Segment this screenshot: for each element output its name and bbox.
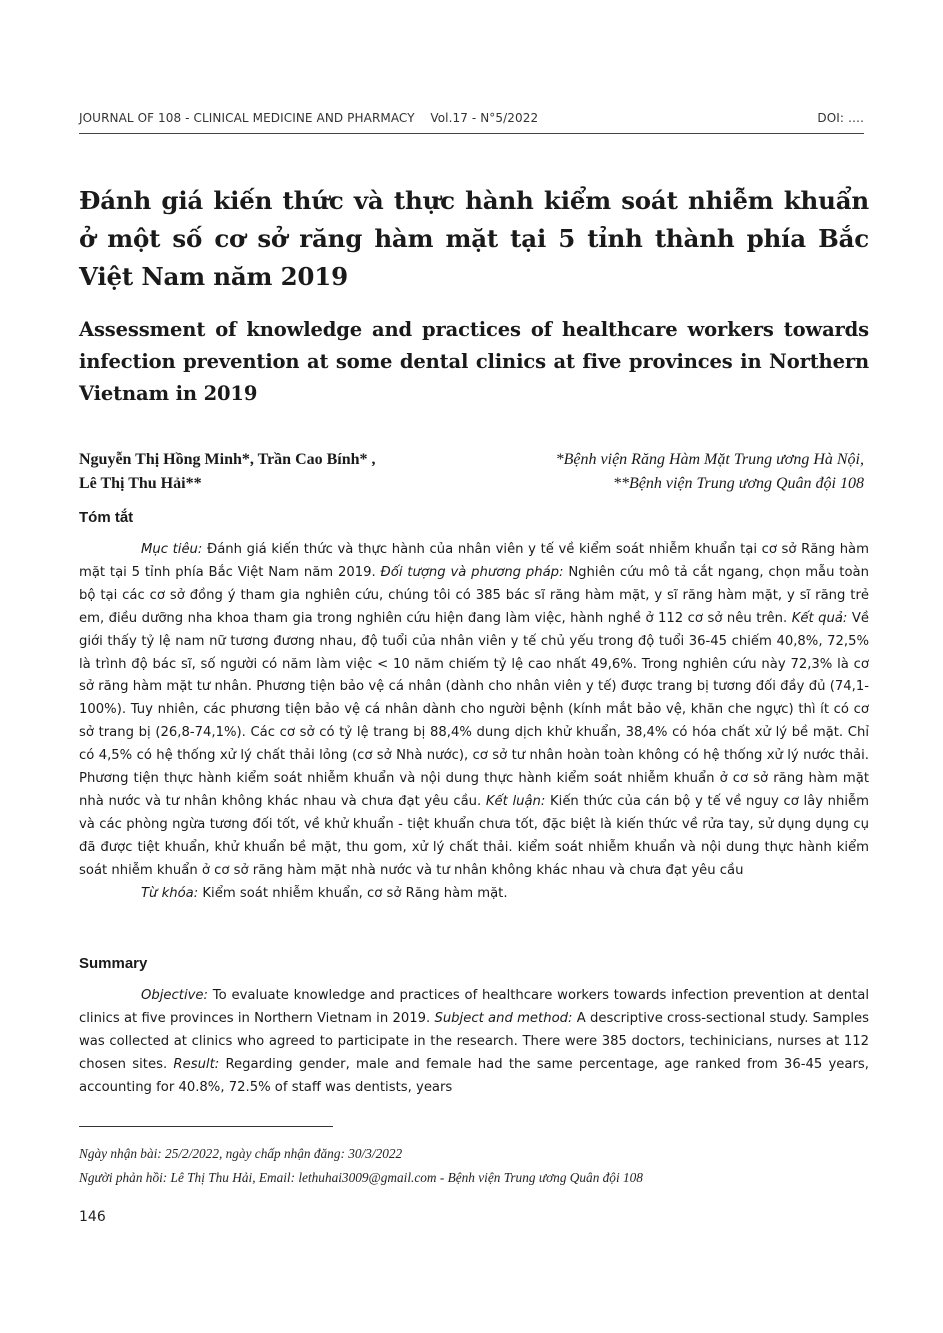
affiliation-line: *Bệnh viện Răng Hàm Mặt Trung ương Hà Nội, [555,451,864,468]
result-label: Kết quả: [791,610,848,626]
method-text: Nghiên cứu mô tả cắt ngang, chọn mẫu toàn bộ tại các cơ sở đồng ý tham gia nghiên cứu, chúng tôi có 385 bác sĩ răng hàm mặt, y sĩ răng hàm mặt, y sĩ răng trẻ em, điều dưỡng nha khoa tham gia trong nghiên cứu hiện đang làm việc, hành nghề ở 112 cơ sở nêu trên. [79,564,869,626]
result-label: Result: [173,1056,220,1072]
running-header [79,108,864,128]
page-number: 146 [79,1209,106,1225]
objective-label: Mục tiêu: [141,542,203,557]
method-text: A descriptive cross-sectional study. Samples was collected at clinics who agreed to participate in the research. There were 385 doctors, techinicians, nurses at 112 chosen sites. [79,1010,869,1072]
abstract-english [79,985,869,1100]
footnotes [79,1142,879,1190]
result-text: Regarding gender, male and female had the same percentage, age ranked from 36-45 years, accounting for 40.8%, 72.5% of staff was dentists, years [79,1056,869,1095]
conclusion-label: Kết luận: [485,793,546,809]
doi: DOI: …. [817,111,864,125]
header-divider [79,133,864,134]
method-label: Subject and method: [434,1010,573,1026]
keywords [79,883,869,906]
authors [79,448,459,496]
result-text: Về giới thấy tỷ lệ nam nữ tương đương nhau, độ tuổi của nhân viên y tế chủ yếu trong độ tuổi 36-45 chiếm 40,8%, 72,5% là trình độ bác sĩ, số người có năm làm việc < 10 năm chiếm tỷ lệ cao nhất 49,6%. Trong nghiên cứu này 72,3% là cơ sở răng hàm mặt tư nhân. Phương tiện bảo vệ cá nhân (dành cho nhân viên y tế) được trang bị tương đối đầy đủ (74,1-100%). Tuy nhiên, các phương tiện bảo vệ cá nhân dành cho người bệnh (kính mắt bảo vệ, khăn che ngực) thì ít có cơ sở trang bị (26,8-74,1%). Các cơ sở có tỷ lệ trang bị 88,4% dung dịch khử khuẩn, 38,4% có hóa chất xử lý bề mặt. Chỉ có 4,5% có hệ thống xử lý chất thải lỏng (cơ sở Nhà nước), cơ sở tư nhân hoàn toàn không có hệ thống xử lý nước thải. Phương tiện thực hành kiểm soát nhiễm khuẩn và nội dung thực hành kiểm soát nhiễm khuẩn ở cơ sở răng hàm mặt nhà nước và tư nhân không khác nhau và chưa đạt yêu cầu. [79,610,869,809]
keywords-label: Từ khóa: [141,885,199,901]
affiliations [464,448,864,496]
journal-name: JOURNAL OF 108 - CLINICAL MEDICINE AND PHARMACY [79,111,415,125]
summary-paragraph [79,985,869,1100]
abstract-vietnamese [79,539,869,906]
affiliation-line: **Bệnh viện Trung ương Quân đội 108 [612,475,864,492]
method-label: Đối tượng và phương pháp: [380,564,564,580]
journal-volume: Vol.17 - N°5/2022 [430,111,539,125]
author-line: Nguyễn Thị Hồng Minh*, Trần Cao Bính* , [79,451,376,468]
corresponding-author: Người phản hồi: Lê Thị Thu Hải, Email: lethuhai3009@gmail.com - Bệnh viện Trung ương Quân đội 108 [79,1170,643,1185]
objective-text: To evaluate knowledge and practices of healthcare workers towards infection prevention at dental clinics at five provinces in Northern Vietnam in 2019. [79,988,869,1026]
title-english: Assessment of knowledge and practices of healthcare workers towards infection prevention at some dental clinics at five provinces in Northern Vietnam in 2019 [79,318,869,405]
conclusion-text: Kiến thức của cán bộ y tế về nguy cơ lây nhiễm và các phòng ngừa tương đối tốt, về khử khuẩn - tiệt khuẩn chưa tốt, đặc biệt là kiến thức về rửa tay, sử dụng dụng cụ đã được tiệt khuẩn, khử khuẩn bề mặt, thu gom, xử lý chất thải. kiểm soát nhiễm khuẩn và nội dung thực hành kiểm soát nhiễm khuẩn ở cơ sở răng hàm mặt nhà nước và tư nhân không khác nhau và chưa đạt yêu cầu [79,793,870,878]
abstract-heading-vn: Tóm tắt [79,509,134,526]
footnote-divider [79,1126,333,1127]
received-date: Ngày nhận bài: 25/2/2022, ngày chấp nhận đăng: 30/3/2022 [79,1146,403,1161]
objective-text: Đánh giá kiến thức và thực hành của nhân viên y tế về kiểm soát nhiễm khuẩn tại cơ sở Răng hàm mặt tại 5 tỉnh phía Bắc Việt Nam năm 2019. [79,542,869,580]
journal-info [79,111,538,125]
abstract-paragraph [79,539,869,883]
title-vietnamese: Đánh giá kiến thức và thực hành kiểm soát nhiễm khuẩn ở một số cơ sở răng hàm mặt tại 5 tỉnh thành phía Bắc Việt Nam năm 2019 [79,186,869,291]
author-line: Lê Thị Thu Hải** [79,475,202,492]
keywords-text: Kiểm soát nhiễm khuẩn, cơ sở Răng hàm mặt. [198,885,508,901]
objective-label: Objective: [141,988,208,1003]
abstract-heading-en: Summary [79,955,148,972]
